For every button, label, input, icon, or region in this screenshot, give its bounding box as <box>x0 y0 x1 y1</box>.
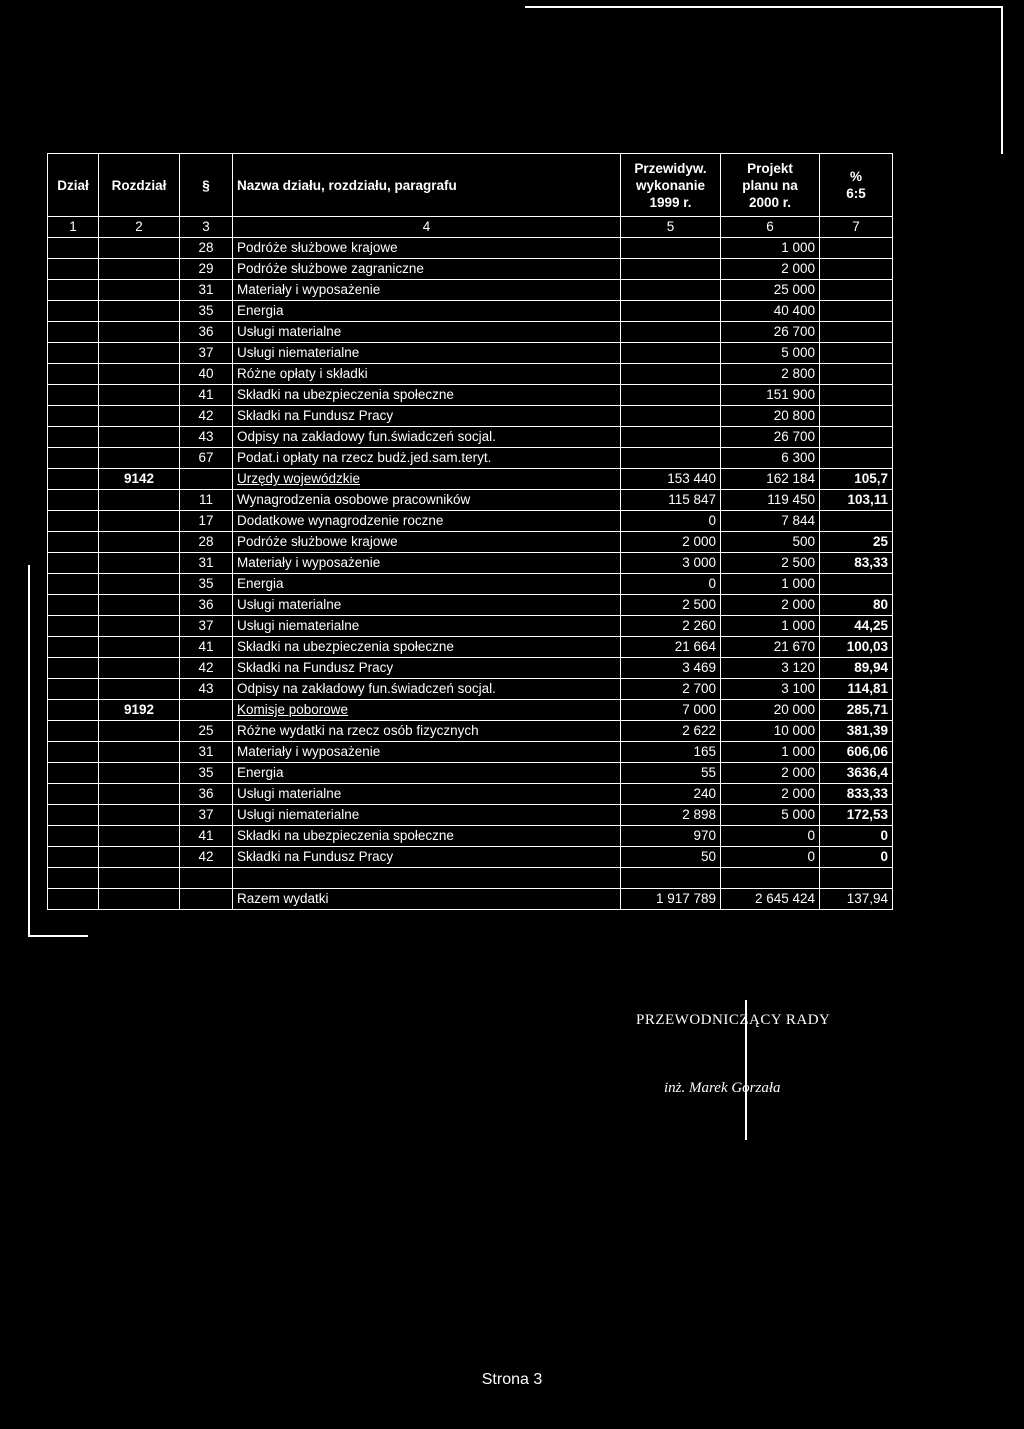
plan-1999-cell: 2 000 <box>621 532 721 553</box>
plan-2000-cell: 6 300 <box>721 448 820 469</box>
percent-cell <box>820 301 893 322</box>
dzial-cell <box>48 700 99 721</box>
signature-name: inż. Marek Gorzała <box>664 1080 781 1096</box>
dzial-cell <box>48 427 99 448</box>
percent-cell: 833,33 <box>820 784 893 805</box>
dzial-cell <box>48 553 99 574</box>
rozdzial-cell <box>99 784 180 805</box>
plan-1999-cell <box>621 406 721 427</box>
percent-cell: 381,39 <box>820 721 893 742</box>
column-number: 6 <box>721 217 820 238</box>
name-cell: Energia <box>233 763 621 784</box>
rozdzial-cell <box>99 553 180 574</box>
percent-cell: 105,7 <box>820 469 893 490</box>
rozdzial-cell: 9192 <box>99 700 180 721</box>
paragraf-cell: 67 <box>180 448 233 469</box>
rozdzial-cell <box>99 847 180 868</box>
plan-2000-cell: 7 844 <box>721 511 820 532</box>
table-row <box>48 427 893 448</box>
name-cell: Usługi niematerialne <box>233 805 621 826</box>
dzial-cell <box>48 280 99 301</box>
plan-1999-cell: 240 <box>621 784 721 805</box>
table-row <box>48 343 893 364</box>
paragraf-cell: 37 <box>180 805 233 826</box>
plan-2000-cell: 0 <box>721 826 820 847</box>
spacer-cell <box>721 868 820 889</box>
dzial-cell <box>48 658 99 679</box>
table-row <box>48 616 893 637</box>
percent-cell <box>820 343 893 364</box>
percent-cell <box>820 322 893 343</box>
paragraf-cell <box>180 469 233 490</box>
rozdzial-cell <box>99 595 180 616</box>
percent-cell: 114,81 <box>820 679 893 700</box>
name-cell: Składki na ubezpieczenia społeczne <box>233 637 621 658</box>
table-row <box>48 490 893 511</box>
percent-cell: 100,03 <box>820 637 893 658</box>
name-cell: Odpisy na zakładowy fun.świadczeń socjal. <box>233 427 621 448</box>
spacer-cell <box>48 868 99 889</box>
dzial-cell <box>48 679 99 700</box>
header-przewidyw <box>621 154 721 217</box>
plan-1999-cell: 165 <box>621 742 721 763</box>
dzial-cell <box>48 511 99 532</box>
rozdzial-cell <box>99 343 180 364</box>
plan-2000-cell: 2 800 <box>721 364 820 385</box>
name-cell: Podróże służbowe krajowe <box>233 532 621 553</box>
paragraf-cell: 11 <box>180 490 233 511</box>
name-cell: Usługi materialne <box>233 784 621 805</box>
table-row <box>48 301 893 322</box>
percent-cell <box>820 427 893 448</box>
table-row <box>48 238 893 259</box>
column-number: 3 <box>180 217 233 238</box>
rozdzial-cell <box>99 637 180 658</box>
column-number-row <box>48 217 893 238</box>
paragraf-cell: 43 <box>180 427 233 448</box>
plan-2000-cell: 0 <box>721 847 820 868</box>
name-cell: Różne wydatki na rzecz osób fizycznych <box>233 721 621 742</box>
rozdzial-cell <box>99 574 180 595</box>
rozdzial-cell <box>99 805 180 826</box>
header-przewidyw-line2: wykonanie <box>635 177 706 193</box>
spacer-cell <box>820 868 893 889</box>
paragraf-cell: 35 <box>180 301 233 322</box>
page-footer: Strona 3 <box>481 1371 543 1388</box>
header-przewidyw-line1: Przewidyw. <box>634 160 707 176</box>
scan-edge-top <box>525 6 1003 8</box>
paragraf-cell: 25 <box>180 721 233 742</box>
spacer-row <box>48 868 893 889</box>
paragraf-cell: 42 <box>180 658 233 679</box>
plan-2000-cell: 26 700 <box>721 322 820 343</box>
name-cell: Składki na Fundusz Pracy <box>233 406 621 427</box>
plan-1999-cell <box>621 343 721 364</box>
dzial-cell <box>48 616 99 637</box>
plan-1999-cell: 7 000 <box>621 700 721 721</box>
percent-cell <box>820 448 893 469</box>
total-2000: 2 645 424 <box>721 889 820 910</box>
paragraf-cell: 41 <box>180 826 233 847</box>
total-empty <box>48 889 99 910</box>
name-cell: Składki na Fundusz Pracy <box>233 847 621 868</box>
dzial-cell <box>48 301 99 322</box>
total-percent: 137,94 <box>820 889 893 910</box>
plan-2000-cell: 40 400 <box>721 301 820 322</box>
header-procent <box>820 154 893 217</box>
name-cell: Podróże służbowe krajowe <box>233 238 621 259</box>
dzial-cell <box>48 364 99 385</box>
percent-cell <box>820 259 893 280</box>
dzial-cell <box>48 448 99 469</box>
percent-cell <box>820 280 893 301</box>
dzial-cell <box>48 826 99 847</box>
header-projekt-line3: 2000 r. <box>748 194 792 210</box>
paragraf-cell: 40 <box>180 364 233 385</box>
plan-2000-cell: 162 184 <box>721 469 820 490</box>
rozdzial-cell <box>99 406 180 427</box>
plan-1999-cell: 55 <box>621 763 721 784</box>
spacer-cell <box>99 868 180 889</box>
name-cell: Usługi niematerialne <box>233 616 621 637</box>
scan-edge-left <box>28 565 30 935</box>
plan-2000-cell: 1 000 <box>721 574 820 595</box>
section-row <box>48 700 893 721</box>
spacer-cell <box>180 868 233 889</box>
plan-1999-cell: 2 622 <box>621 721 721 742</box>
percent-cell <box>820 385 893 406</box>
plan-2000-cell: 3 100 <box>721 679 820 700</box>
plan-2000-cell: 2 000 <box>721 259 820 280</box>
plan-2000-cell: 1 000 <box>721 616 820 637</box>
plan-2000-cell: 26 700 <box>721 427 820 448</box>
paragraf-cell: 17 <box>180 511 233 532</box>
rozdzial-cell <box>99 721 180 742</box>
name-cell: Usługi niematerialne <box>233 343 621 364</box>
name-cell: Dodatkowe wynagrodzenie roczne <box>233 511 621 532</box>
name-cell: Materiały i wyposażenie <box>233 553 621 574</box>
paragraf-cell: 31 <box>180 553 233 574</box>
plan-1999-cell: 115 847 <box>621 490 721 511</box>
name-cell: Energia <box>233 301 621 322</box>
percent-cell: 89,94 <box>820 658 893 679</box>
dzial-cell <box>48 847 99 868</box>
plan-1999-cell <box>621 364 721 385</box>
plan-2000-cell: 5 000 <box>721 805 820 826</box>
percent-cell: 606,06 <box>820 742 893 763</box>
spacer-cell <box>233 868 621 889</box>
rozdzial-cell <box>99 658 180 679</box>
name-cell: Materiały i wyposażenie <box>233 742 621 763</box>
paragraf-cell: 29 <box>180 259 233 280</box>
rozdzial-cell <box>99 490 180 511</box>
plan-2000-cell: 2 000 <box>721 763 820 784</box>
paragraf-cell: 42 <box>180 406 233 427</box>
paragraf-cell: 31 <box>180 280 233 301</box>
percent-cell: 285,71 <box>820 700 893 721</box>
rozdzial-cell: 9142 <box>99 469 180 490</box>
name-cell: Usługi materialne <box>233 322 621 343</box>
scan-edge-bottom <box>28 935 88 937</box>
table-row <box>48 595 893 616</box>
header-procent-line1: % <box>849 169 862 184</box>
table-row <box>48 679 893 700</box>
scan-edge-right <box>1001 6 1003 154</box>
rozdzial-cell <box>99 448 180 469</box>
percent-cell <box>820 238 893 259</box>
plan-2000-cell: 1 000 <box>721 238 820 259</box>
rozdzial-cell <box>99 826 180 847</box>
percent-cell <box>820 511 893 532</box>
dzial-cell <box>48 406 99 427</box>
paragraf-cell: 41 <box>180 637 233 658</box>
rozdzial-cell <box>99 322 180 343</box>
plan-1999-cell <box>621 259 721 280</box>
column-number: 4 <box>233 217 621 238</box>
table-row <box>48 721 893 742</box>
plan-2000-cell: 5 000 <box>721 343 820 364</box>
header-projekt-line2: planu na <box>742 177 798 193</box>
paragraf-cell: 35 <box>180 574 233 595</box>
plan-1999-cell <box>621 427 721 448</box>
plan-2000-cell: 25 000 <box>721 280 820 301</box>
plan-1999-cell: 153 440 <box>621 469 721 490</box>
paragraf-cell: 37 <box>180 616 233 637</box>
rozdzial-cell <box>99 385 180 406</box>
paragraf-cell: 31 <box>180 742 233 763</box>
paragraf-cell: 28 <box>180 238 233 259</box>
percent-cell: 80 <box>820 595 893 616</box>
rozdzial-cell <box>99 532 180 553</box>
percent-cell: 103,11 <box>820 490 893 511</box>
column-number: 5 <box>621 217 721 238</box>
budget-table <box>47 153 893 910</box>
paragraf-cell: 42 <box>180 847 233 868</box>
dzial-cell <box>48 343 99 364</box>
rozdzial-cell <box>99 301 180 322</box>
plan-1999-cell: 0 <box>621 574 721 595</box>
plan-2000-cell: 20 000 <box>721 700 820 721</box>
total-empty <box>180 889 233 910</box>
table-row <box>48 259 893 280</box>
name-cell: Podróże służbowe zagraniczne <box>233 259 621 280</box>
name-cell <box>233 469 621 490</box>
dzial-cell <box>48 805 99 826</box>
plan-2000-cell: 151 900 <box>721 385 820 406</box>
plan-2000-cell: 119 450 <box>721 490 820 511</box>
plan-1999-cell: 0 <box>621 511 721 532</box>
dzial-cell <box>48 469 99 490</box>
plan-1999-cell <box>621 448 721 469</box>
plan-1999-cell: 2 500 <box>621 595 721 616</box>
name-cell: Odpisy na zakładowy fun.świadczeń socjal. <box>233 679 621 700</box>
total-label: Razem wydatki <box>233 889 621 910</box>
column-number: 1 <box>48 217 99 238</box>
percent-cell <box>820 364 893 385</box>
header-rozdzial: Rozdział <box>99 154 180 217</box>
dzial-cell <box>48 763 99 784</box>
dzial-cell <box>48 637 99 658</box>
percent-cell <box>820 574 893 595</box>
rozdzial-cell <box>99 511 180 532</box>
plan-2000-cell: 3 120 <box>721 658 820 679</box>
plan-1999-cell: 970 <box>621 826 721 847</box>
table-row <box>48 406 893 427</box>
paragraf-cell: 36 <box>180 322 233 343</box>
table-row <box>48 532 893 553</box>
table-row <box>48 763 893 784</box>
plan-1999-cell: 3 469 <box>621 658 721 679</box>
header-procent-line2: 6:5 <box>846 186 866 201</box>
plan-2000-cell: 2 500 <box>721 553 820 574</box>
paragraf-cell: 36 <box>180 595 233 616</box>
percent-cell: 172,53 <box>820 805 893 826</box>
header-nazwa: Nazwa działu, rozdziału, paragrafu <box>233 154 621 217</box>
dzial-cell <box>48 595 99 616</box>
table-row <box>48 385 893 406</box>
rozdzial-cell <box>99 763 180 784</box>
section-title: Urzędy wojewódzkie <box>237 471 361 486</box>
percent-cell: 44,25 <box>820 616 893 637</box>
plan-1999-cell: 2 260 <box>621 616 721 637</box>
percent-cell <box>820 406 893 427</box>
rozdzial-cell <box>99 280 180 301</box>
plan-2000-cell: 21 670 <box>721 637 820 658</box>
paragraf-cell: 36 <box>180 784 233 805</box>
rozdzial-cell <box>99 427 180 448</box>
name-cell: Składki na Fundusz Pracy <box>233 658 621 679</box>
plan-1999-cell: 3 000 <box>621 553 721 574</box>
percent-cell: 3636,4 <box>820 763 893 784</box>
percent-cell: 0 <box>820 847 893 868</box>
header-projekt-line1: Projekt <box>747 160 793 176</box>
plan-2000-cell: 1 000 <box>721 742 820 763</box>
column-number: 7 <box>820 217 893 238</box>
name-cell: Podat.i opłaty na rzecz budż.jed.sam.teryt. <box>233 448 621 469</box>
header-dzial: Dział <box>48 154 99 217</box>
dzial-cell <box>48 238 99 259</box>
dzial-cell <box>48 742 99 763</box>
spacer-cell <box>621 868 721 889</box>
rozdzial-cell <box>99 364 180 385</box>
table-row <box>48 805 893 826</box>
rozdzial-cell <box>99 679 180 700</box>
plan-1999-cell <box>621 385 721 406</box>
dzial-cell <box>48 490 99 511</box>
total-row <box>48 889 893 910</box>
plan-2000-cell: 20 800 <box>721 406 820 427</box>
rozdzial-cell <box>99 238 180 259</box>
rozdzial-cell <box>99 259 180 280</box>
plan-1999-cell: 21 664 <box>621 637 721 658</box>
table-row <box>48 364 893 385</box>
plan-2000-cell: 500 <box>721 532 820 553</box>
paragraf-cell: 41 <box>180 385 233 406</box>
table-row <box>48 742 893 763</box>
table-row <box>48 553 893 574</box>
paragraf-cell: 35 <box>180 763 233 784</box>
plan-1999-cell <box>621 301 721 322</box>
table-row <box>48 784 893 805</box>
name-cell: Materiały i wyposażenie <box>233 280 621 301</box>
plan-2000-cell: 2 000 <box>721 784 820 805</box>
table-row <box>48 658 893 679</box>
dzial-cell <box>48 721 99 742</box>
header-przewidyw-line3: 1999 r. <box>649 194 692 210</box>
dzial-cell <box>48 532 99 553</box>
table-row <box>48 637 893 658</box>
name-cell: Energia <box>233 574 621 595</box>
header-row <box>48 154 893 217</box>
table-row <box>48 322 893 343</box>
total-empty <box>99 889 180 910</box>
dzial-cell <box>48 574 99 595</box>
paragraf-cell: 37 <box>180 343 233 364</box>
plan-2000-cell: 2 000 <box>721 595 820 616</box>
table-row <box>48 511 893 532</box>
plan-1999-cell <box>621 322 721 343</box>
total-1999: 1 917 789 <box>621 889 721 910</box>
plan-1999-cell: 2 898 <box>621 805 721 826</box>
rozdzial-cell <box>99 616 180 637</box>
rozdzial-cell <box>99 742 180 763</box>
name-cell: Składki na ubezpieczenia społeczne <box>233 826 621 847</box>
plan-1999-cell <box>621 238 721 259</box>
name-cell: Różne opłaty i składki <box>233 364 621 385</box>
dzial-cell <box>48 385 99 406</box>
table-row <box>48 826 893 847</box>
dzial-cell <box>48 322 99 343</box>
plan-1999-cell <box>621 280 721 301</box>
column-number: 2 <box>99 217 180 238</box>
name-cell: Składki na ubezpieczenia społeczne <box>233 385 621 406</box>
name-cell: Wynagrodzenia osobowe pracowników <box>233 490 621 511</box>
plan-1999-cell: 50 <box>621 847 721 868</box>
table-row <box>48 448 893 469</box>
paragraf-cell: 28 <box>180 532 233 553</box>
name-cell <box>233 700 621 721</box>
section-title: Komisje poborowe <box>237 702 349 717</box>
signature-title: PRZEWODNICZĄCY RADY <box>636 1012 831 1028</box>
percent-cell: 25 <box>820 532 893 553</box>
table-row <box>48 574 893 595</box>
header-paragraf: § <box>180 154 233 217</box>
paragraf-cell: 43 <box>180 679 233 700</box>
table-row <box>48 847 893 868</box>
section-row <box>48 469 893 490</box>
table-row <box>48 280 893 301</box>
dzial-cell <box>48 784 99 805</box>
percent-cell: 0 <box>820 826 893 847</box>
plan-1999-cell: 2 700 <box>621 679 721 700</box>
plan-2000-cell: 10 000 <box>721 721 820 742</box>
name-cell: Usługi materialne <box>233 595 621 616</box>
header-projekt <box>721 154 820 217</box>
table-body <box>48 238 893 868</box>
percent-cell: 83,33 <box>820 553 893 574</box>
dzial-cell <box>48 259 99 280</box>
paragraf-cell <box>180 700 233 721</box>
